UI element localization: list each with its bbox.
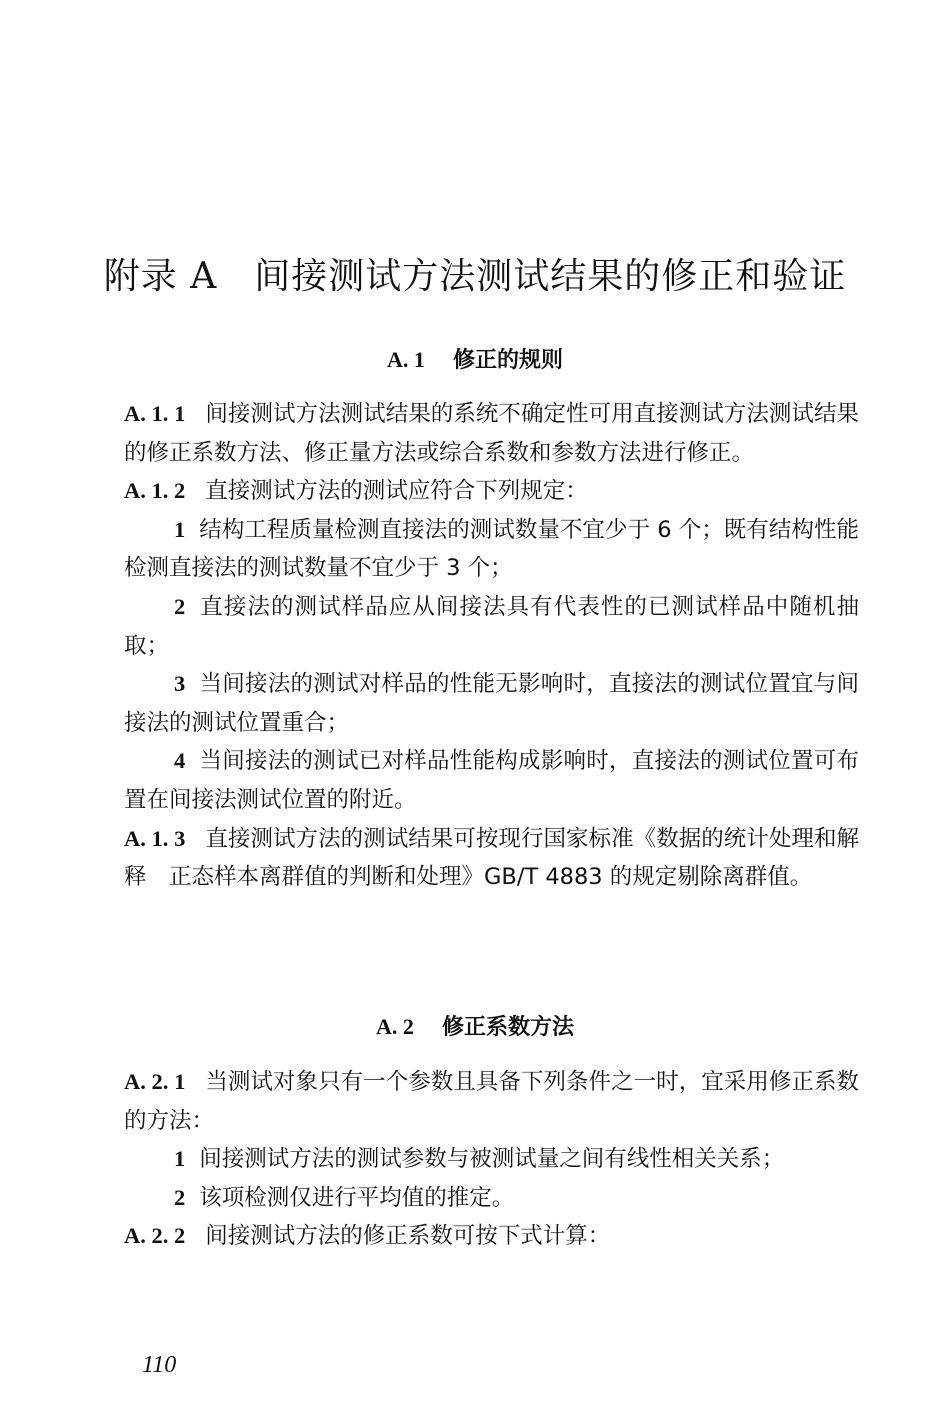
item-number: 2 xyxy=(174,593,186,619)
section-title-text: 修正系数方法 xyxy=(441,1015,574,1040)
item-number: 3 xyxy=(174,671,186,697)
clause-a-1-3 xyxy=(124,820,859,897)
item-number: 1 xyxy=(174,1146,186,1172)
clause-text: 直接测试方法的测试应符合下列规定： xyxy=(205,478,588,505)
section-a2-body xyxy=(124,1063,859,1256)
clause-number: A. 2. 2 xyxy=(124,1223,186,1249)
clause-text: 间接测试方法测试结果的系统不确定性可用直接测试方法测试结果的修正系数方法、修正量方法或综合系数和参数方法进行修正。 xyxy=(124,401,859,466)
list-item-2 xyxy=(124,1179,859,1218)
clause-text: 直接测试方法的测试结果可按现行国家标准《数据的统计处理和解释 正态样本离群值的判断和处理》GB/T 4883 的规定剔除离群值。 xyxy=(124,825,859,891)
clause-number: A. 2. 1 xyxy=(124,1069,186,1094)
list-item-1 xyxy=(124,1140,859,1179)
clause-number: A. 1. 1 xyxy=(124,401,186,426)
item-text: 当间接法的测试对样品的性能无影响时，直接法的测试位置宜与间接法的测试位置重合； xyxy=(124,671,859,736)
section-number: A. 2 xyxy=(376,1014,414,1039)
clause-a-2-2 xyxy=(124,1217,859,1256)
list-item-1 xyxy=(124,511,859,588)
item-text: 直接法的测试样品应从间接法具有代表性的已测试样品中随机抽取； xyxy=(124,593,859,659)
list-item-4 xyxy=(124,742,859,819)
item-number: 4 xyxy=(174,748,186,774)
list-item-3 xyxy=(124,665,859,742)
section-title-text: 修正的规则 xyxy=(452,348,563,373)
item-number: 2 xyxy=(174,1184,186,1210)
item-number: 1 xyxy=(174,516,186,542)
clause-number: A. 1. 3 xyxy=(124,825,186,851)
clause-a-1-2 xyxy=(124,472,859,511)
clause-text: 当测试对象只有一个参数且具备下列条件之一时，宜采用修正系数的方法： xyxy=(124,1069,859,1134)
item-text: 结构工程质量检测直接法的测试数量不宜少于 6 个；既有结构性能检测直接法的测试数量不宜少于 3 个； xyxy=(124,516,859,582)
clause-a-2-1 xyxy=(124,1063,859,1140)
list-item-2 xyxy=(124,588,859,665)
item-text: 间接测试方法的测试参数与被测试量之间有线性相关关系； xyxy=(199,1146,785,1173)
clause-number: A. 1. 2 xyxy=(124,478,186,504)
clause-text: 间接测试方法的修正系数可按下式计算： xyxy=(205,1223,611,1250)
page-number: 110 xyxy=(142,1352,177,1378)
section-heading-a1 xyxy=(0,343,950,374)
item-text: 该项检测仅进行平均值的推定。 xyxy=(199,1184,515,1211)
section-number: A. 1 xyxy=(387,347,425,372)
section-a1-body xyxy=(124,395,859,897)
section-heading-a2 xyxy=(0,1010,950,1041)
item-text: 当间接法的测试已对样品性能构成影响时，直接法的测试位置可布置在间接法测试位置的附近。 xyxy=(124,748,859,813)
appendix-title: 附录 A 间接测试方法测试结果的修正和验证 xyxy=(103,256,847,297)
clause-a-1-1 xyxy=(124,395,859,472)
